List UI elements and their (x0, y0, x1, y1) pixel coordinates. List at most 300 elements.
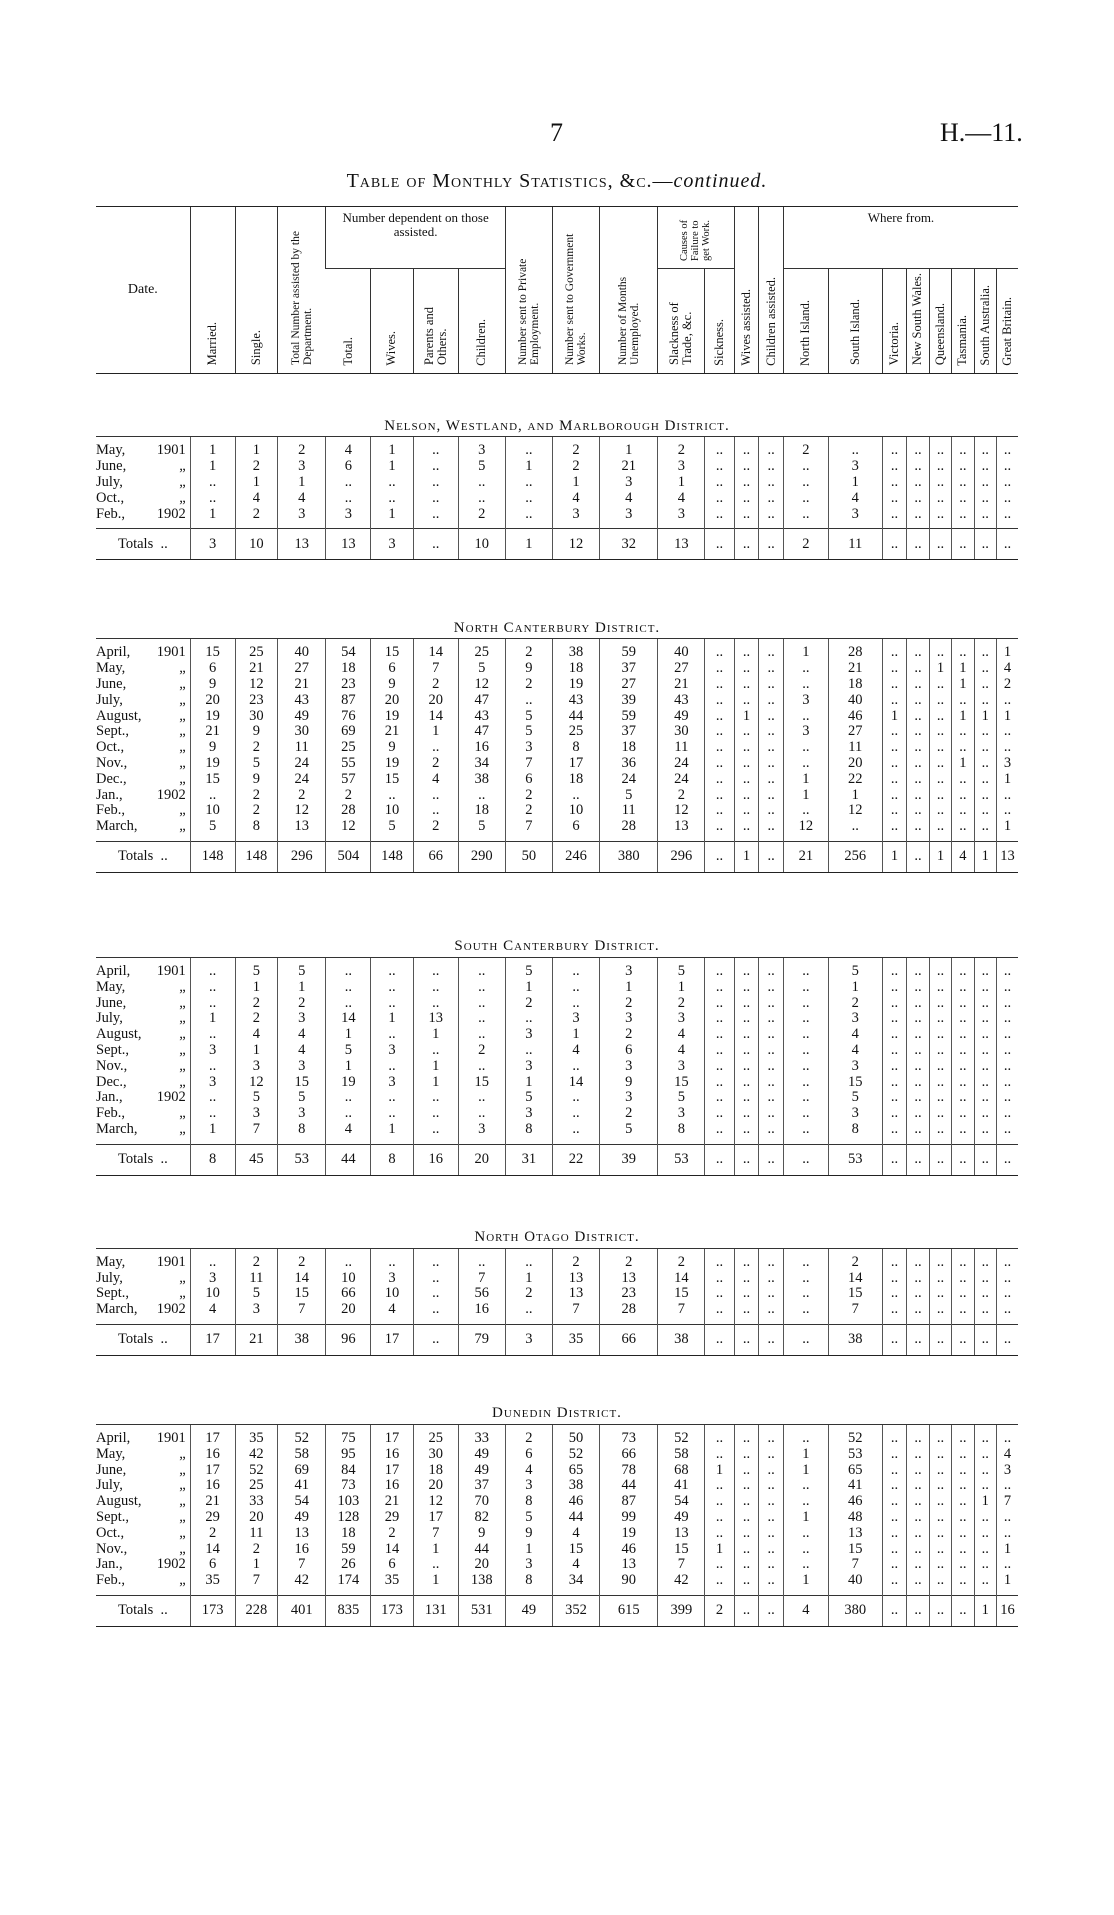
table-cell: 21 (190, 1494, 235, 1510)
table-cell: 2 (658, 788, 705, 804)
table-cell: 5 (505, 958, 552, 980)
totals-label-text: Totals (117, 1150, 154, 1167)
table-cell: 57 (326, 772, 371, 788)
table-cell: .. (759, 1286, 784, 1302)
row-month: May, (96, 1253, 126, 1270)
district-spacer (96, 374, 1018, 409)
table-cell: 7 (235, 1122, 278, 1144)
table-cell: 52 (828, 1424, 882, 1446)
row-date (96, 1542, 190, 1558)
table-cell: .. (997, 1557, 1019, 1573)
table-cell: 4 (235, 491, 278, 507)
totals-cell: 17 (190, 1324, 235, 1355)
header-sickness: Sickness. (705, 269, 734, 374)
table-cell: .. (413, 1106, 458, 1122)
table-cell: 2 (828, 996, 882, 1012)
table-cell: 14 (413, 709, 458, 725)
table-cell: .. (552, 1090, 599, 1106)
totals-cell: .. (705, 529, 734, 560)
table-cell: .. (974, 1424, 996, 1446)
row-year: „ (179, 1011, 186, 1027)
row-year: „ (179, 1478, 186, 1494)
table-cell: .. (974, 639, 996, 661)
table-cell: 3 (190, 1075, 235, 1091)
table-cell: .. (705, 1478, 734, 1494)
table-cell: 1 (828, 475, 882, 491)
table-cell: 3 (235, 1106, 278, 1122)
table-row (96, 1557, 1018, 1573)
table-cell: 7 (278, 1302, 326, 1324)
table-cell: 14 (278, 1271, 326, 1287)
totals-cell: 8 (371, 1144, 414, 1175)
table-cell: 3 (326, 507, 371, 529)
table-cell: .. (929, 756, 951, 772)
table-cell: 1 (190, 1122, 235, 1144)
table-cell: .. (952, 1302, 974, 1324)
table-cell: 5 (600, 788, 658, 804)
table-cell: 19 (552, 677, 599, 693)
header-causes-group: Causes of Failure to get Work. (658, 207, 734, 269)
table-cell: 12 (658, 803, 705, 819)
table-cell: 87 (600, 1494, 658, 1510)
table-cell: .. (705, 475, 734, 491)
table-cell: 7 (505, 756, 552, 772)
table-cell: 5 (505, 1510, 552, 1526)
table-cell: 7 (235, 1573, 278, 1595)
table-cell: 2 (505, 788, 552, 804)
table-cell: 24 (658, 756, 705, 772)
row-month: July, (96, 1270, 123, 1286)
table-cell: .. (997, 740, 1019, 756)
table-cell: 2 (505, 1424, 552, 1446)
table-cell: .. (952, 1526, 974, 1542)
table-cell: .. (974, 1011, 996, 1027)
table-cell: .. (783, 475, 828, 491)
table-cell: .. (734, 1059, 759, 1075)
table-cell: 1 (997, 639, 1019, 661)
table-cell: 1 (974, 709, 996, 725)
table-cell: .. (929, 772, 951, 788)
table-cell: .. (952, 1494, 974, 1510)
table-cell: 3 (552, 507, 599, 529)
table-cell: .. (759, 1510, 784, 1526)
table-cell: .. (705, 1248, 734, 1270)
row-month: May, (96, 442, 126, 459)
row-year: „ (179, 1446, 186, 1462)
table-cell: 2 (600, 996, 658, 1012)
header-where-from-group: Where from. (783, 207, 1018, 269)
totals-cell: 50 (505, 842, 552, 873)
table-cell: .. (759, 1494, 784, 1510)
row-date (96, 1027, 190, 1043)
totals-cell: .. (907, 842, 929, 873)
table-cell: .. (759, 1075, 784, 1091)
table-cell: 18 (326, 1526, 371, 1542)
row-date (96, 1286, 190, 1302)
totals-cell: 2 (705, 1595, 734, 1626)
table-cell: 46 (828, 709, 882, 725)
table-cell: .. (882, 1043, 907, 1059)
row-year: „ (179, 692, 186, 708)
table-cell: .. (929, 1075, 951, 1091)
table-row (96, 1478, 1018, 1494)
table-cell: 1 (326, 1027, 371, 1043)
table-cell: .. (783, 1011, 828, 1027)
table-cell: 4 (190, 1302, 235, 1324)
table-cell: 5 (828, 958, 882, 980)
table-cell: 18 (600, 740, 658, 756)
totals-cell: 44 (326, 1144, 371, 1175)
table-cell: .. (371, 788, 414, 804)
table-cell: .. (552, 1059, 599, 1075)
totals-cell: 1 (734, 842, 759, 873)
table-cell: .. (882, 1526, 907, 1542)
table-cell: .. (734, 772, 759, 788)
row-month: March, (96, 1121, 138, 1137)
table-cell: 52 (278, 1424, 326, 1446)
table-cell: 8 (828, 1122, 882, 1144)
table-cell: 103 (326, 1494, 371, 1510)
row-year: 1901 (156, 644, 186, 661)
table-cell: .. (882, 1494, 907, 1510)
table-cell: .. (759, 788, 784, 804)
table-cell: .. (907, 1463, 929, 1479)
table-cell: .. (759, 958, 784, 980)
table-cell: 1 (997, 709, 1019, 725)
table-cell: .. (783, 1302, 828, 1324)
totals-cell: 835 (326, 1595, 371, 1626)
table-cell: .. (952, 491, 974, 507)
totals-label: Totals .. (96, 529, 190, 560)
table-cell: .. (458, 1059, 505, 1075)
totals-cell: 1 (882, 842, 907, 873)
table-cell: 9 (190, 740, 235, 756)
table-cell: .. (413, 1248, 458, 1270)
table-cell: .. (907, 819, 929, 841)
table-cell: .. (734, 1463, 759, 1479)
table-cell: .. (929, 475, 951, 491)
table-cell: 10 (190, 1286, 235, 1302)
totals-cell: .. (882, 1144, 907, 1175)
table-cell: 3 (190, 1271, 235, 1287)
table-row (96, 1302, 1018, 1324)
row-year: 1902 (156, 506, 186, 522)
table-cell: .. (997, 437, 1019, 459)
table-cell: .. (882, 1573, 907, 1595)
table-cell: .. (997, 1106, 1019, 1122)
table-cell: 20 (458, 1557, 505, 1573)
row-date (96, 1478, 190, 1494)
table-cell: .. (783, 980, 828, 996)
table-cell: .. (952, 1248, 974, 1270)
table-cell: 1 (371, 437, 414, 459)
totals-cell: 38 (278, 1324, 326, 1355)
table-cell: 1 (882, 709, 907, 725)
district-heading (96, 1220, 1018, 1249)
table-cell: 47 (458, 693, 505, 709)
table-cell: .. (458, 1106, 505, 1122)
table-cell: 13 (278, 1526, 326, 1542)
table-cell: .. (882, 1542, 907, 1558)
totals-cell: 4 (783, 1595, 828, 1626)
table-cell: 13 (828, 1526, 882, 1542)
table-cell: .. (413, 1122, 458, 1144)
table-cell: 65 (828, 1463, 882, 1479)
row-date (96, 1271, 190, 1287)
header-wives-assisted: Wives assisted. (734, 207, 759, 374)
table-cell: .. (705, 958, 734, 980)
row-year: 1901 (156, 1429, 186, 1446)
table-cell: 59 (600, 639, 658, 661)
table-cell: 3 (658, 459, 705, 475)
table-cell: .. (907, 459, 929, 475)
table-cell: 1 (600, 980, 658, 996)
table-cell: .. (974, 475, 996, 491)
table-cell: .. (783, 1122, 828, 1144)
table-cell: .. (929, 1106, 951, 1122)
row-month: June, (96, 995, 127, 1011)
table-cell: .. (907, 639, 929, 661)
table-cell: .. (783, 1027, 828, 1043)
table-cell: .. (997, 1478, 1019, 1494)
table-cell: 4 (505, 1463, 552, 1479)
table-cell: 3 (600, 1059, 658, 1075)
row-year: „ (179, 1043, 186, 1058)
totals-cell: 3 (505, 1324, 552, 1355)
table-cell: .. (326, 980, 371, 996)
table-cell: 42 (235, 1447, 278, 1463)
table-cell: .. (907, 507, 929, 529)
table-cell: 3 (552, 1011, 599, 1027)
row-month: Feb., (96, 803, 125, 819)
table-cell: 21 (658, 677, 705, 693)
table-cell: 15 (278, 1075, 326, 1091)
table-cell: 24 (278, 756, 326, 772)
table-cell: 34 (552, 1573, 599, 1595)
table-cell: .. (882, 958, 907, 980)
table-row (96, 437, 1018, 459)
table-cell: .. (974, 677, 996, 693)
table-cell: .. (783, 740, 828, 756)
table-cell: 13 (278, 819, 326, 841)
table-cell: 2 (828, 1248, 882, 1270)
table-cell: 5 (600, 1122, 658, 1144)
totals-cell: .. (907, 1144, 929, 1175)
table-row (96, 756, 1018, 772)
table-row (96, 724, 1018, 740)
table-cell: 15 (552, 1542, 599, 1558)
table-cell: .. (997, 1075, 1019, 1091)
table-cell: 41 (278, 1478, 326, 1494)
table-cell: .. (907, 661, 929, 677)
table-cell: .. (734, 639, 759, 661)
table-cell: .. (952, 1573, 974, 1595)
header-queensland: Queensland. (929, 269, 951, 374)
table-cell: .. (705, 1027, 734, 1043)
table-cell: 40 (828, 693, 882, 709)
table-cell: .. (997, 1526, 1019, 1542)
table-cell: .. (705, 1286, 734, 1302)
table-cell: 2 (278, 996, 326, 1012)
table-cell: 30 (235, 709, 278, 725)
table-cell: .. (759, 1027, 784, 1043)
table-cell: .. (997, 1090, 1019, 1106)
table-cell: 13 (658, 819, 705, 841)
table-cell: 18 (326, 661, 371, 677)
table-cell: 3 (505, 1059, 552, 1075)
table-cell: .. (882, 491, 907, 507)
table-cell: .. (734, 693, 759, 709)
table-cell: .. (952, 1447, 974, 1463)
table-cell: .. (371, 958, 414, 980)
table-cell: 23 (326, 677, 371, 693)
table-cell: 8 (235, 819, 278, 841)
table-cell: 6 (190, 1557, 235, 1573)
table-cell: .. (759, 1059, 784, 1075)
table-row (96, 788, 1018, 804)
row-date (96, 1557, 190, 1573)
table-cell: 20 (828, 756, 882, 772)
table-cell: .. (952, 639, 974, 661)
row-month: June, (96, 1462, 127, 1478)
table-cell: .. (505, 1248, 552, 1270)
table-cell: 5 (658, 1090, 705, 1106)
table-cell: 1 (974, 1494, 996, 1510)
row-year: „ (179, 1106, 186, 1122)
table-cell: 3 (600, 958, 658, 980)
table-cell: 33 (458, 1424, 505, 1446)
header-tasmania: Tasmania. (952, 269, 974, 374)
table-cell: 10 (371, 1286, 414, 1302)
table-cell: .. (371, 1248, 414, 1270)
table-cell: .. (997, 1027, 1019, 1043)
table-cell: .. (952, 459, 974, 475)
table-cell: 1 (828, 980, 882, 996)
table-cell: 3 (658, 1059, 705, 1075)
table-cell: 1 (413, 1075, 458, 1091)
table-cell: .. (759, 437, 784, 459)
totals-cell: 401 (278, 1595, 326, 1626)
table-cell: 7 (413, 661, 458, 677)
row-year: „ (179, 1494, 186, 1510)
header-north-island: North Island. (783, 269, 828, 374)
table-cell: 27 (658, 661, 705, 677)
table-cell: 25 (326, 740, 371, 756)
table-cell: .. (952, 1271, 974, 1287)
table-cell: .. (734, 958, 759, 980)
table-cell: .. (783, 1090, 828, 1106)
table-cell: .. (734, 1526, 759, 1542)
table-cell: .. (997, 996, 1019, 1012)
district-heading (96, 610, 1018, 639)
table-cell: 46 (828, 1494, 882, 1510)
table-cell: .. (882, 1510, 907, 1526)
table-cell: 99 (600, 1510, 658, 1526)
row-year: „ (179, 490, 186, 506)
table-cell: .. (759, 1271, 784, 1287)
table-cell: 2 (235, 740, 278, 756)
table-cell: .. (505, 1302, 552, 1324)
table-cell: 75 (326, 1424, 371, 1446)
totals-cell: 380 (828, 1595, 882, 1626)
row-month: Dec., (96, 771, 127, 787)
row-date (96, 1043, 190, 1059)
table-cell: .. (907, 1494, 929, 1510)
totals-cell: .. (952, 1144, 974, 1175)
table-cell: 1 (413, 1059, 458, 1075)
table-cell: 4 (658, 1043, 705, 1059)
totals-cell: 13 (658, 529, 705, 560)
table-cell: 25 (235, 639, 278, 661)
totals-cell: 615 (600, 1595, 658, 1626)
table-cell: .. (371, 1106, 414, 1122)
table-cell: 1 (413, 1542, 458, 1558)
table-cell: 12 (235, 677, 278, 693)
table-cell: 14 (190, 1542, 235, 1558)
table-cell: .. (882, 724, 907, 740)
table-cell: .. (929, 980, 951, 996)
table-cell: .. (907, 1526, 929, 1542)
table-cell: .. (952, 996, 974, 1012)
table-header (96, 207, 1018, 374)
table-cell: 3 (278, 1011, 326, 1027)
table-cell: .. (929, 1122, 951, 1144)
row-year: „ (179, 1270, 186, 1286)
table-cell: 1 (658, 475, 705, 491)
table-cell: 10 (326, 1271, 371, 1287)
table-cell: .. (734, 507, 759, 529)
table-cell: .. (907, 475, 929, 491)
table-cell: 5 (371, 819, 414, 841)
table-cell: 35 (235, 1424, 278, 1446)
table-cell: 95 (326, 1447, 371, 1463)
table-cell: 7 (413, 1526, 458, 1542)
header-government-works: Number sent to Government Works. (552, 207, 599, 374)
table-cell: 48 (828, 1510, 882, 1526)
table-cell: .. (929, 788, 951, 804)
table-cell: .. (759, 1526, 784, 1542)
table-cell: 4 (326, 1122, 371, 1144)
table-cell: .. (759, 756, 784, 772)
header-children-assisted: Children assisted. (759, 207, 784, 374)
table-cell: .. (952, 958, 974, 980)
table-cell: 1 (552, 475, 599, 491)
row-month: August, (96, 708, 142, 724)
table-cell: .. (952, 788, 974, 804)
totals-cell: .. (907, 1595, 929, 1626)
totals-cell: .. (907, 1324, 929, 1355)
table-cell: 19 (326, 1075, 371, 1091)
table-cell: .. (907, 709, 929, 725)
row-date (96, 819, 190, 841)
table-cell: 37 (458, 1478, 505, 1494)
table-cell: 3 (600, 475, 658, 491)
table-cell: .. (326, 1106, 371, 1122)
table-cell: 1 (552, 1027, 599, 1043)
table-cell: .. (952, 693, 974, 709)
table-cell: 9 (371, 740, 414, 756)
table-cell: 5 (505, 724, 552, 740)
table-cell: 49 (458, 1447, 505, 1463)
table-cell: .. (705, 677, 734, 693)
table-cell: 25 (458, 639, 505, 661)
table-cell: .. (952, 1122, 974, 1144)
table-cell: 33 (235, 1494, 278, 1510)
table-cell: .. (907, 958, 929, 980)
row-month: June, (96, 677, 127, 693)
table-cell: 1 (371, 507, 414, 529)
table-cell: .. (974, 803, 996, 819)
